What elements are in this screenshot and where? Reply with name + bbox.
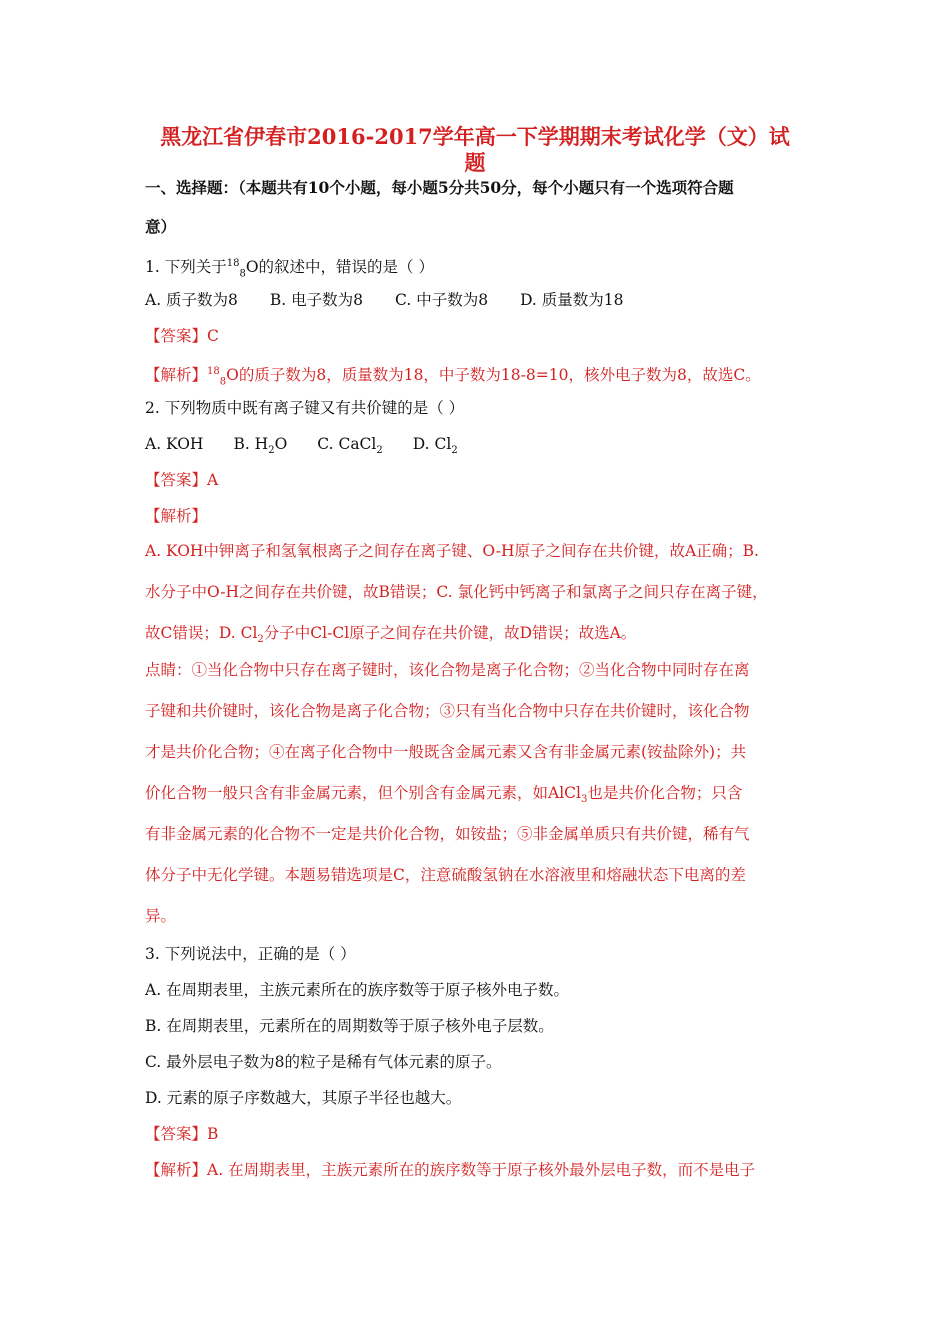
section-heading-line-2: 意） bbox=[145, 217, 177, 236]
q2-analysis-line-2: 水分子中O-H之间存在共价键，故B错误；C. 氯化钙中钙离子和氯离子之间只存在离子键， bbox=[145, 583, 768, 601]
q3-analysis: 【解析】A. 在周期表里，主族元素所在的族序数等于原子核外最外层电子数，而不是电子 bbox=[145, 1161, 756, 1179]
q2-note-line-6: 体分子中无化学键。本题易错选项是C，注意硫酸氢钠在水溶液里和熔融状态下电离的差 bbox=[145, 866, 746, 884]
document-title-line-1: 黑龙江省伊春市2016-2017学年高一下学期期末考试化学（文）试 bbox=[160, 124, 790, 149]
q1-answer: 【答案】C bbox=[145, 327, 219, 345]
q1-analysis: 【解析】$^{18}_8$O的质子数为8，质量数为18，中子数为18-8=10，核外电子数为8，故选C。 bbox=[145, 366, 761, 388]
q2-option-c: C. CaCl$_2$ bbox=[317, 435, 383, 457]
q2-note-line-7: 异。 bbox=[145, 907, 177, 925]
q1-option-d: D. 质量数为18 bbox=[520, 291, 624, 309]
q2-option-a: A. KOH bbox=[145, 435, 204, 453]
q3-answer: 【答案】B bbox=[145, 1125, 219, 1143]
q2-answer: 【答案】A bbox=[145, 471, 219, 489]
q2-options bbox=[145, 433, 488, 462]
section-heading-line-1: 一、选择题：（本题共有10个小题，每小题5分共50分，每个小题只有一个选项符合题 bbox=[145, 178, 734, 197]
q2-analysis-line-1: A. KOH中钾离子和氢氧根离子之间存在离子键、O-H原子之间存在共价键，故A正确；B. bbox=[145, 542, 759, 560]
q2-question: 2. 下列物质中既有离子键又有共价键的是（ ） bbox=[145, 399, 465, 417]
q2-note-line-5: 有非金属元素的化合物不一定是共价化合物，如铵盐；⑤非金属单质只有共价键，稀有气 bbox=[145, 825, 750, 843]
q2-analysis-line-3: 故C错误；D. $Cl_2$分子中Cl-Cl原子之间存在共价键，故D错误；故选A。 bbox=[145, 624, 637, 646]
q3-question: 3. 下列说法中，正确的是（ ） bbox=[145, 945, 356, 963]
q1-question: 1. 下列关于$^{18}_8$O的叙述中，错误的是（ ） bbox=[145, 258, 434, 280]
document-title-line-2: 题 bbox=[464, 150, 486, 175]
q2-note-line-3: 才是共价化合物；④在离子化合物中一般既含金属元素又含有非金属元素(铵盐除外)；共 bbox=[145, 743, 747, 761]
q1-option-b: B. 电子数为8 bbox=[269, 291, 364, 309]
q2-note-line-1: 点睛：①当化合物中只存在离子键时，该化合物是离子化合物；②当化合物中同时存在离 bbox=[145, 661, 750, 679]
q3-option-c: C. 最外层电子数为8的粒子是稀有气体元素的原子。 bbox=[145, 1053, 502, 1071]
q3-option-a: A. 在周期表里，主族元素所在的族序数等于原子核外电子数。 bbox=[145, 981, 570, 999]
q3-option-b: B. 在周期表里，元素所在的周期数等于原子核外电子层数。 bbox=[145, 1017, 554, 1035]
q2-option-d: D. $Cl_2$ bbox=[412, 435, 458, 457]
q1-options bbox=[145, 289, 656, 311]
q2-note-line-2: 子键和共价键时，该化合物是离子化合物；③只有当化合物中只存在共价键时，该化合物 bbox=[145, 702, 750, 720]
q1-option-a: A. 质子数为8 bbox=[145, 291, 238, 309]
q2-note-line-4: 价化合物一般只含有非金属元素，但个别含有金属元素，如AlCl$_3$也是共价化合物；只含 bbox=[145, 784, 743, 806]
q3-option-d: D. 元素的原子序数越大，其原子半径也越大。 bbox=[145, 1089, 462, 1107]
q2-option-b: B. $H_2O$ bbox=[233, 435, 288, 457]
q2-analysis-tag: 【解析】 bbox=[145, 507, 208, 525]
q1-option-c: C. 中子数为8 bbox=[395, 291, 489, 309]
